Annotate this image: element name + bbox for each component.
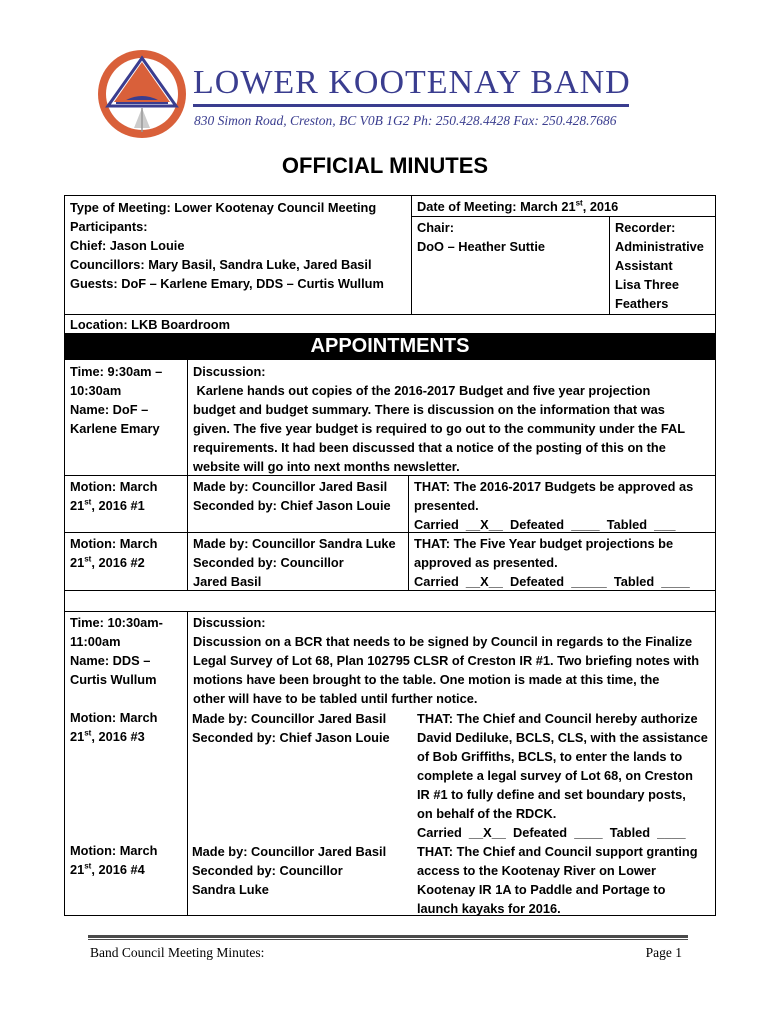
resolution-line: complete a legal survey of Lot 68, on Creston [417, 768, 693, 783]
footer-rule-thin [88, 939, 688, 940]
appointment1-discussion-cell [187, 359, 716, 476]
resolution-line: THAT: The Five Year budget projections be [414, 536, 674, 551]
chair-name: DoO – Heather Suttie [417, 239, 545, 254]
time-line: 11:00am [70, 634, 121, 649]
recorder-line: Assistant [615, 258, 673, 273]
resolution-line: of Bob Griffiths, BCLS, to enter the lands to [417, 749, 683, 764]
made-by: Made by: Councillor Jared Basil [192, 844, 387, 859]
name-line: Curtis Wullum [70, 672, 157, 687]
document-title: OFFICIAL MINUTES [281, 153, 489, 178]
resolution-line: access to the Kootenay River on Lower [417, 863, 656, 878]
name-line: Name: DDS – [70, 653, 151, 668]
chair-cell [411, 216, 610, 315]
resolution-line: THAT: The Chief and Council hereby authorize [417, 711, 698, 726]
appointment2-time-cell [64, 611, 188, 916]
motion1-mover-cell [187, 475, 409, 533]
vote-result: Carried __X__ Defeated ____ Tabled ___ [414, 517, 676, 532]
resolution-line: on behalf of the RDCK. [417, 806, 557, 821]
recorder-line: Feathers [615, 296, 669, 311]
motion3-resolution-cell [412, 708, 716, 843]
seconded-by: Seconded by: Councillor [192, 863, 343, 878]
resolution-line: THAT: The Chief and Council support granting [417, 844, 698, 859]
made-by: Made by: Councillor Jared Basil [193, 479, 388, 494]
seconded-by: Seconded by: Chief Jason Louie [192, 730, 390, 745]
motion2-label-cell [64, 532, 188, 591]
motion2-mover-cell [187, 532, 409, 591]
motion3-mover-cell [187, 708, 409, 843]
header-rule [193, 104, 629, 107]
discussion-line: motions have been brought to the table. One motion is made at this time, the [193, 672, 660, 687]
discussion-line: Discussion on a BCR that needs to be signed by Council in regards to the Finalize [193, 634, 693, 649]
resolution-line: IR #1 to fully define and set boundary posts, [417, 787, 686, 802]
resolution-line: David Dediluke, BCLS, CLS, with the assistance [417, 730, 708, 745]
motion1-label-cell [64, 475, 188, 533]
participants-label: Participants: [70, 219, 148, 234]
time-line: 10:30am [70, 383, 122, 398]
motion-label: Motion: March [70, 479, 158, 494]
recorder-line: Administrative [615, 239, 704, 254]
made-by: Made by: Councillor Sandra Luke [193, 536, 396, 551]
resolution-line: launch kayaks for 2016. [417, 901, 561, 916]
vote-result: Carried __X__ Defeated ____ Tabled ____ [417, 825, 686, 840]
resolution-line: approved as presented. [414, 555, 558, 570]
discussion-label: Discussion: [193, 364, 266, 379]
discussion-line: other will have to be tabled until further notice. [193, 691, 478, 706]
vote-result: Carried __X__ Defeated _____ Tabled ____ [414, 574, 690, 589]
organization-name: LOWER KOOTENAY BAND [193, 64, 631, 101]
recorder-label: Recorder: [615, 220, 676, 235]
motion-label: Motion: March [70, 843, 158, 858]
meeting-date: Date of Meeting: March 21st, 2016 [417, 198, 619, 214]
discussion-line: Legal Survey of Lot 68, Plan 102795 CLSR of Creston IR #1. Two briefing notes with [193, 653, 700, 668]
motion-label: Motion: March [70, 536, 158, 551]
seconded-by: Seconded by: Councillor [193, 555, 344, 570]
meeting-type: Type of Meeting: Lower Kootenay Council Meeting [70, 200, 377, 215]
meeting-info-cell [64, 195, 412, 315]
lower-kootenay-band-logo [96, 48, 188, 140]
footer-rule [88, 935, 688, 938]
resolution-line: presented. [414, 498, 479, 513]
motion4-resolution-cell [412, 841, 716, 916]
section-heading-appointments: APPOINTMENTS [64, 333, 716, 360]
motion2-resolution-cell [408, 532, 716, 591]
spacer-row [64, 590, 716, 612]
recorder-line: Lisa Three [615, 277, 680, 292]
appointment1-time-cell [64, 359, 188, 476]
motion-number: 21st, 2016 #3 [70, 728, 145, 744]
motion-number: 21st, 2016 #2 [70, 554, 145, 570]
guests: Guests: DoF – Karlene Emary, DDS – Curtis Wullum [70, 276, 384, 291]
page-number: Page 1 [645, 945, 682, 960]
meeting-date-cell [411, 195, 716, 217]
motion-label: Motion: March [70, 710, 158, 725]
location-cell [64, 314, 716, 334]
councillors: Councillors: Mary Basil, Sandra Luke, Jared Basil [70, 257, 372, 272]
made-by: Made by: Councillor Jared Basil [192, 711, 387, 726]
discussion-line: requirements. It had been discussed that a notice of the posting of this on the [193, 440, 666, 455]
discussion-line: budget and budget summary. There is discussion on the information that was [193, 402, 665, 417]
discussion-line: website will go into next months newsletter. [193, 459, 460, 474]
seconded-by: Sandra Luke [192, 882, 269, 897]
organization-address: 830 Simon Road, Creston, BC V0B 1G2 Ph: 250.428.4428 Fax: 250.428.7686 [194, 113, 617, 128]
footer-label: Band Council Meeting Minutes: [90, 945, 265, 960]
motion-number: 21st, 2016 #1 [70, 497, 145, 513]
motion4-mover-cell [187, 841, 409, 916]
discussion-line: Karlene hands out copies of the 2016-2017 Budget and five year projection [193, 383, 651, 398]
time-line: Time: 9:30am – [70, 364, 163, 379]
resolution-line: THAT: The 2016-2017 Budgets be approved as [414, 479, 694, 494]
name-line: Karlene Emary [70, 421, 160, 436]
motion-number: 21st, 2016 #4 [70, 861, 145, 877]
discussion-label: Discussion: [193, 615, 266, 630]
chief: Chief: Jason Louie [70, 238, 185, 253]
motion1-resolution-cell [408, 475, 716, 533]
location: Location: LKB Boardroom [70, 317, 230, 332]
resolution-line: Kootenay IR 1A to Paddle and Portage to [417, 882, 666, 897]
time-line: Time: 10:30am- [70, 615, 163, 630]
chair-label: Chair: [417, 220, 454, 235]
recorder-cell [609, 216, 716, 315]
seconded-by: Jared Basil [193, 574, 262, 589]
name-line: Name: DoF – [70, 402, 149, 417]
discussion-line: given. The five year budget is required to go out to the community under the FAL [193, 421, 686, 436]
seconded-by: Seconded by: Chief Jason Louie [193, 498, 391, 513]
